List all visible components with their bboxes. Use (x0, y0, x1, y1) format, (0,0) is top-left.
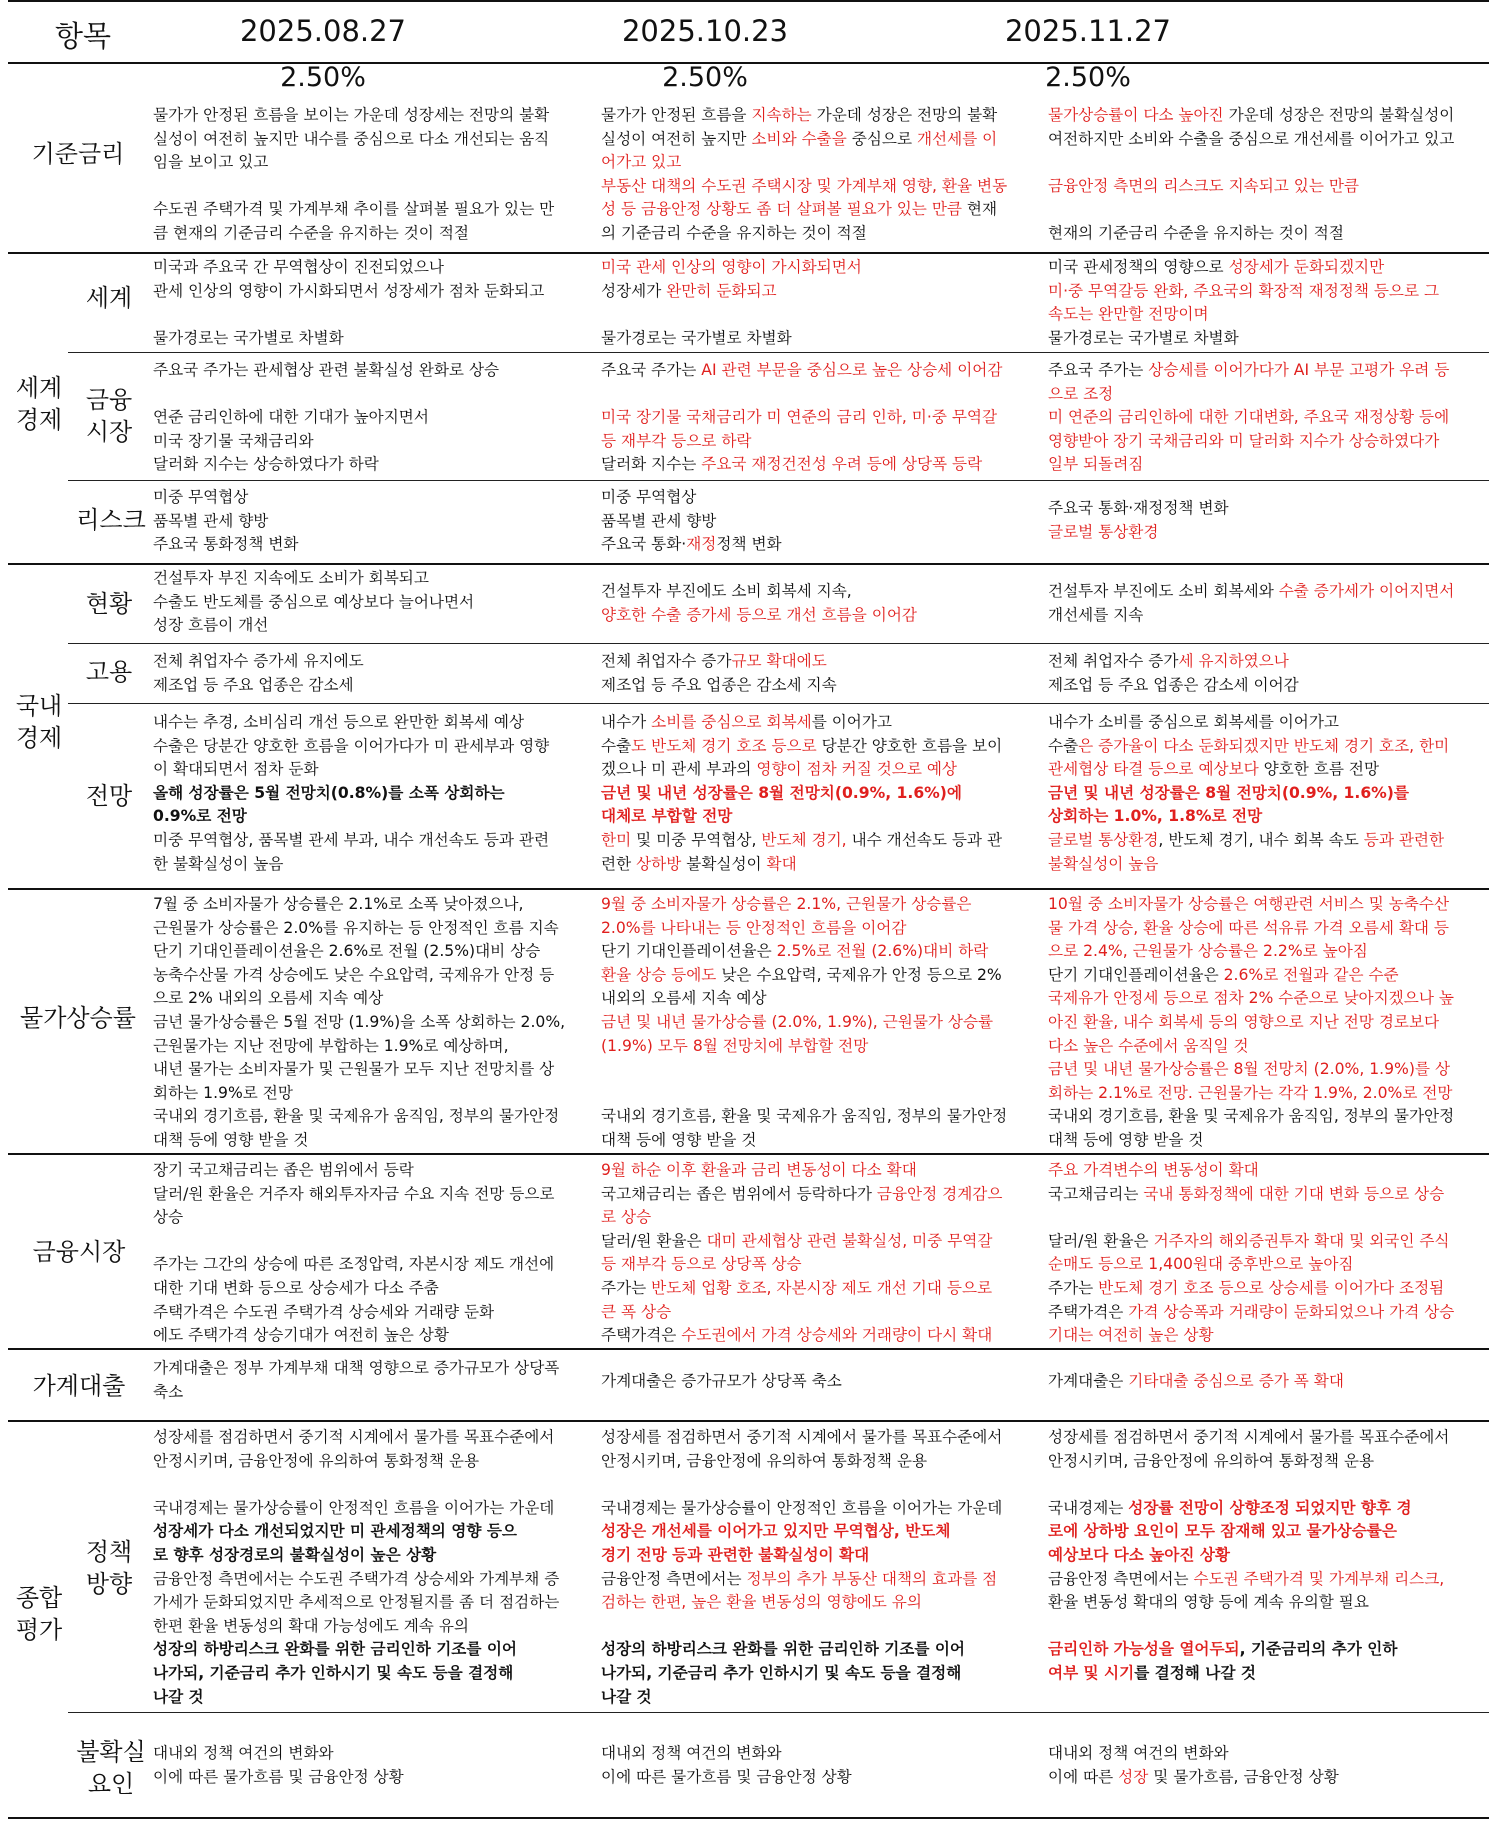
cell-inflation-1023 (601, 893, 1046, 1153)
cell-text-segment: 건설투자 부진 지속에도 소비가 회복되고 수출도 반도체를 중심으로 예상보다 늘어나면서 성장 흐름이 개선 (153, 569, 475, 635)
row-divider (68, 703, 1489, 704)
cell-text-segment: 단기 기대인플레이션율은 (1048, 965, 1219, 984)
cell-base-rate-1023 (601, 104, 1046, 246)
cell-text-segment: 성장세가 다소 개선되었지만 미 관세정책의 영향 등으 로 향후 성장경로의 불확실성이 높은 상황 (153, 1522, 517, 1564)
cell-text-segment: 성장세가 둔화되겠지만 미·중 무역갈등 완화, 주요국의 확장적 재정정책 등으로 그 속도는 완만할 전망이며 (1048, 258, 1440, 324)
cell-text-segment: 가계대출은 (1048, 1372, 1129, 1390)
cell-text-segment: 당분간 양호한 흐름을 보이 겠으나 미 관세 부과의 (601, 736, 1003, 779)
cell-text-segment: 대내외 정책 여건의 변화와 이에 따른 (1048, 1744, 1229, 1786)
cell-policy-1127 (1048, 1426, 1493, 1686)
cell-text-segment: 거주자의 해외증권투자 확대 및 외국인 주식 순매도 등으로 1,400원대 중후반으로 높아짐 (1048, 1231, 1450, 1274)
cell-text-segment: 미중 무역협상 품목별 관세 향방 주요국 통화정책 변화 (153, 488, 299, 554)
cell-text-segment: 2.6%로 전월과 같은 수준 국제유가 안정세 등으로 점차 2% 수준으로 낮아지겠으나 높 아진 환율, 내수 회복세 등의 영향으로 지난 전망 경로보다 다소 높은 수준에서 움직일 것 금년 및 내년 물가상승률은 8월 전망치 (2.0%, 1.9%)를 상 회하는 2.1%로 전망. 근원물가는 각각 1.9%, 2.0%로 전망 (1048, 965, 1454, 1102)
cell-text-segment: 주가는 (1048, 1278, 1094, 1297)
cell-employment-0827 (153, 650, 598, 697)
cell-text-segment: 물가상승률이 다소 높아진 (1048, 106, 1224, 124)
cell-policy-1023 (601, 1426, 1046, 1709)
cell-text-segment: 규모 확대에도 (731, 652, 827, 670)
cell-text-segment: 주가는 (601, 1278, 647, 1297)
cell-policy-0827 (153, 1426, 598, 1709)
cell-text-segment: 성장세를 점검하면서 중기적 시계에서 물가를 목표수준에서 안정시키며, 금융안정에 유의하여 통화정책 운용 국내경제는 물가상승률이 안정적인 흐름을 이어가는 가운데 (601, 1428, 1003, 1517)
cell-status-1023 (601, 580, 1046, 627)
cell-text-segment: 금년 및 내년 성장률은 8월 전망치(0.9%, 1.6%)를 상회하는 1.0%, 1.8%로 전망 (1048, 783, 1409, 826)
cell-text-segment: 국내외 경기흐름, 환율 및 국제유가 움직임, 정부의 물가안정 대책 등에 영향 받을 것 (1048, 1107, 1455, 1149)
cell-text-segment: 주요국 주가는 (601, 361, 702, 379)
cell-text-segment: 반도체 경기 호조 등으로 상승세를 이어가다 조정됨 (1098, 1278, 1445, 1297)
cell-text-segment: 미국 관세 인상의 영향이 가시화되면서 (601, 258, 862, 276)
cell-text-segment: 를 결정해 나갈 것 (1134, 1663, 1256, 1682)
cell-text-segment: 물가경로는 국가별로 차별화 (601, 328, 792, 347)
cell-outlook-0827 (153, 711, 598, 876)
cell-text-segment: 확대 (766, 854, 797, 873)
cell-text-segment: 소비와 수출을 (751, 129, 847, 148)
cell-text-segment: 소비를 중심으로 회복세 (651, 713, 812, 731)
cell-text-segment: 수도권 주택가격 및 가계부채 리스크, (1193, 1569, 1445, 1588)
rate-value-3: 2.50% (1045, 62, 1131, 93)
cell-text-segment: 가격 상승폭과 거래량이 둔화되었으나 가격 상승 기대는 여전히 높은 상황 (1048, 1302, 1455, 1345)
label-risk: 리스크 (76, 506, 146, 534)
cell-fin-market-world-1127 (1048, 359, 1493, 477)
cell-text-segment: 내수가 (601, 713, 652, 731)
cell-outlook-1127 (1048, 711, 1493, 876)
table-header (8, 0, 1489, 64)
cell-text-segment: 장기 국고채금리는 좁은 범위에서 등락 달러/원 환율은 거주자 해외투자자금 수요 지속 전망 등으로 상승 주가는 그간의 상승에 따른 조정압력, 자본시장 제도 개선에 대한 기대 변화 등으로 상승세가 다소 주춤 주택가격은 수도권 주택가격 상승세와 거래량 둔화 에도 주택가격 상승기대가 여전히 높은 상황 (153, 1161, 555, 1345)
cell-text-segment: 미국 장기물 국채금리가 미 연준의 금리 인하, 미·중 무역갈 등 재부각 등으로 하락 (601, 408, 998, 450)
cell-text-segment: 성장세가 (601, 281, 662, 300)
cell-text-segment: 금리인하 가능성을 열어두되 (1048, 1640, 1240, 1659)
cell-text-segment: 물가가 안정된 흐름을 보이는 가운데 성장세는 전망의 불확 실성이 여전히 높지만 내수를 중심으로 다소 개선되는 움직 임을 보이고 있고 수도권 주택가격 및 가계부채 추이를 살펴볼 필요가 있는 만 큼 현재의 기준금리 수준을 유지하는 것이 적절 (153, 106, 555, 242)
cell-text-segment: , 기준금리의 추가 인하 (1239, 1640, 1398, 1659)
cell-text-segment: 미국과 주요국 간 무역협상이 진전되었으나 관세 인상의 영향이 가시화되면서 성장세가 점차 둔화되고 물가경로는 국가별로 차별화 (153, 258, 545, 347)
cell-inflation-0827 (153, 893, 598, 1153)
cell-text-segment: 성장세를 점검하면서 중기적 시계에서 물가를 목표수준에서 안정시키며, 금융안정에 유의하여 통화정책 운용 국내경제는 물가상승률이 안정적인 흐름을 이어가는 가운데 (153, 1428, 555, 1517)
cell-text-segment: 건설투자 부진에도 소비 회복세 지속, (601, 582, 852, 600)
cell-text-segment: 7월 중 소비자물가 상승률은 2.1%로 소폭 낮아졌으나, 근원물가 상승률은 2.0%를 유지하는 등 안정적인 흐름 지속 단기 기대인플레이션율은 2.6%로 전월 (2.5%)대비 상승 농축수산물 가격 상승에도 낮은 수요압력, 국제유가 안정 등 으로 2% 내외의 오름세 지속 예상 금년 물가상승률은 5월 전망 (1.9%)을 소폭 상회하는 2.0%, 근원물가는 지난 전망에 부합하는 1.9%로 예상하며, 내년 물가는 소비자물가 및 근원물가 모두 지난 전망치를 상 회하는 1.9%로 전망 국내외 경기흐름, 환율 및 국제유가 움직임, 정부의 물가안정 대책 등에 영향 받을 것 (153, 895, 566, 1149)
cell-text-segment: 수출 증가세가 이어지면서 (1278, 582, 1455, 600)
cell-text-segment: 주택가격은 (1048, 1302, 1124, 1321)
cell-status-0827 (153, 567, 598, 638)
cell-fin-market-0827 (153, 1159, 598, 1348)
cell-text-segment: 건설투자 부진에도 소비 회복세와 (1048, 582, 1279, 600)
cell-text-segment: 국내외 경기흐름, 환율 및 국제유가 움직임, 정부의 물가안정 대책 등에 영향 받을 것 (601, 1107, 1008, 1149)
cell-text-segment: 대내외 정책 여건의 변화와 이에 따른 물가흐름 및 금융안정 상황 (153, 1744, 404, 1786)
cell-risk-1127 (1048, 497, 1493, 544)
cell-uncertainty-1023 (601, 1742, 1046, 1789)
cell-text-segment: 낮은 수요압력, 국제유가 안정 등으로 2% 내외의 오름세 지속 예상 (601, 965, 1002, 1008)
cell-text-segment: 가운데 성장은 전망의 불확실성이 여전하지만 소비와 수출을 중심으로 개선세를 이어가고 있고 (1048, 106, 1455, 148)
cell-text-segment: 및 미중 무역협상, (631, 830, 762, 849)
cell-text-segment: 성장률 전망이 상향조정 되었지만 향후 경 로에 상하방 요인이 모두 잠재해 있고 물가상승률은 예상보다 다소 높아진 상황 (1048, 1498, 1412, 1564)
cell-text-segment: 금융안정 측면에서는 (601, 1569, 742, 1588)
row-divider (68, 1712, 1489, 1713)
row-divider (8, 888, 1489, 890)
cell-text-segment: 대내외 정책 여건의 변화와 이에 따른 물가흐름 및 금융안정 상황 (601, 1744, 852, 1786)
cell-text-segment: 달러화 지수는 (601, 455, 697, 474)
row-divider (8, 1817, 1489, 1819)
cell-text-segment: 제조업 등 주요 업종은 감소세 이어감 (1048, 675, 1299, 694)
cell-text-segment: 양호한 수출 증가세 등으로 개선 흐름을 이어감 (601, 605, 917, 624)
cell-text-segment: 가계대출은 증가규모가 상당폭 축소 (601, 1372, 842, 1390)
label-policy: 정책 방향 (85, 1538, 133, 1598)
row-divider (68, 352, 1489, 353)
cell-text-segment: 반도체 업황 호조, 자본시장 제도 개선 기대 등으로 큰 폭 상승 (601, 1278, 993, 1321)
cell-text-segment: 및 물가흐름, 금융안정 상황 (1148, 1767, 1339, 1786)
cell-employment-1127 (1048, 650, 1493, 697)
cell-text-segment: 도 반도체 경기 호조 등으로 (631, 736, 817, 755)
cell-text-segment: 달러/원 환율은 (1048, 1231, 1149, 1250)
cell-text-segment: 현재 의 기준금리 수준을 유지하는 것이 적절 (601, 200, 998, 242)
row-divider (68, 643, 1489, 644)
cell-text-segment: 전체 취업자수 증가 (601, 652, 732, 670)
label-world: 세계 (85, 284, 133, 312)
cell-text-segment: 세 유지하였으나 (1178, 652, 1289, 670)
cell-text-segment: 성장세를 점검하면서 중기적 시계에서 물가를 목표수준에서 안정시키며, 금융안정에 유의하여 통화정책 운용 국내경제는 (1048, 1428, 1450, 1517)
cell-text-segment: 가운데 성장은 전망의 불확 실성이 여전히 높지만 (601, 106, 998, 148)
header-date-3: 2025.11.27 (1004, 14, 1172, 48)
cell-text-segment: 대미 관세협상 관련 불확실성, 미중 무역갈 등 재부각 등으로 상당폭 상승 (601, 1231, 993, 1274)
cell-text-segment: 주요 가격변수의 변동성이 확대 (1048, 1161, 1259, 1179)
cell-text-segment: 내수는 추경, 소비심리 개선 등으로 완만한 회복세 예상 수출은 당분간 양호한 흐름을 이어가다가 미 관세부과 영향 이 확대되면서 점차 둔화 (153, 713, 550, 779)
cell-text-segment: 올해 성장률은 5월 전망치(0.8%)를 소폭 상회하는 0.9%로 전망 (153, 783, 505, 826)
cell-text-segment: 완만히 둔화되고 (666, 281, 777, 300)
cell-text-segment: 금융안정 측면의 리스크도 지속되고 있는 만큼 (1048, 176, 1359, 195)
cell-text-segment: 를 이어가고 수출 (601, 713, 892, 755)
row-divider (8, 1348, 1489, 1350)
cell-text-segment: 주요국 주가는 (1048, 361, 1149, 379)
cell-text-segment: 금융안정 경계감으 로 상승 (601, 1184, 1003, 1227)
cell-text-segment: 물가가 안정된 흐름을 (601, 106, 752, 124)
cell-text-segment: 은 증가율이 다소 둔화되겠지만 반도체 경기 호조, 한미 관세협상 타결 등으로 예상보다 (1048, 736, 1450, 779)
label-uncertainty: 불확실 요인 (76, 1738, 146, 1798)
cell-text-segment: 9월 중 소비자물가 상승률은 2.1%, 근원물가 상승률은 2.0%를 나타내는 등 안정적인 흐름을 이어감 (601, 895, 972, 937)
cell-text-segment: 정부의 추가 부동산 대책의 효과를 점 검하는 한편, 높은 환율 변동성의 영향에도 유의 (601, 1569, 998, 1612)
cell-text-segment: 전체 취업자수 증가세 유지에도 제조업 등 주요 업종은 감소세 (153, 652, 364, 694)
cell-text-segment: 미중 무역협상 품목별 관세 향방 주요국 통화· (601, 488, 717, 554)
cell-text-segment: 전체 취업자수 증가 (1048, 652, 1179, 670)
cell-text-segment: 국고채금리는 좁은 범위에서 등락하다가 (601, 1184, 872, 1203)
cell-text-segment: 금년 및 내년 성장률은 8월 전망치(0.9%, 1.6%)에 대체로 부합할 전망 (601, 783, 962, 826)
cell-text-segment: 성장의 하방리스크 완화를 위한 금리인하 기조를 이어 나가되, 기준금리 추가 인하시기 및 속도 등을 결정해 나갈 것 (601, 1640, 965, 1706)
row-divider (8, 252, 1489, 254)
cell-text-segment: 성장 (1118, 1767, 1149, 1786)
cell-text-segment: 기타대출 중심으로 증가 폭 확대 (1128, 1372, 1344, 1390)
cell-household-loan-1127 (1048, 1370, 1493, 1394)
cell-world-1127 (1048, 256, 1493, 350)
cell-text-segment: 등과 관련한 불확실성이 높음 (1048, 830, 1445, 873)
cell-text-segment: 주요국 주가는 관세협상 관련 불확실성 완화로 상승 연준 금리인하에 대한 기대가 높아지면서 미국 장기물 국채금리와 달러화 지수는 상승하였다가 하락 (153, 361, 500, 474)
label-domestic: 국내 경제 (15, 692, 63, 752)
row-divider (8, 1420, 1489, 1422)
cell-text-segment: 불확실성이 (681, 854, 767, 873)
label-inflation: 물가상승률 (20, 1004, 136, 1032)
cell-inflation-1127 (1048, 893, 1493, 1153)
cell-text-segment: 상하방 (636, 854, 682, 873)
cell-household-loan-0827 (153, 1357, 598, 1404)
cell-household-loan-1023 (601, 1370, 1046, 1394)
cell-text-segment: 주요국 통화·재정정책 변화 (1048, 499, 1229, 517)
cell-text-segment: 국고채금리는 (1048, 1184, 1139, 1203)
label-overall: 종합 평가 (15, 1584, 63, 1644)
header-item: 항목 (54, 19, 112, 53)
cell-text-segment: 2.5%로 전월 (2.6%)대비 하락 환율 상승 등에도 (601, 942, 989, 984)
cell-employment-1023 (601, 650, 1046, 697)
cell-text-segment: 재정 (686, 535, 717, 554)
row-divider (68, 480, 1489, 481)
cell-text-segment: 내수가 소비를 중심으로 회복세를 이어가고 수출 (1048, 713, 1339, 755)
cell-text-segment: 제조업 등 주요 업종은 감소세 지속 (601, 675, 837, 694)
cell-text-segment: 정책 변화 (716, 535, 782, 554)
cell-text-segment: 달러/원 환율은 (601, 1231, 702, 1250)
label-fin-market: 금융시장 (32, 1238, 126, 1266)
cell-text-segment: 중심으로 (846, 129, 917, 148)
cell-text-segment: 지속하는 (751, 106, 812, 124)
header-date-1: 2025.08.27 (239, 14, 407, 48)
label-world-economy: 세계 경제 (15, 374, 63, 434)
cell-risk-1023 (601, 486, 1046, 557)
label-status: 현황 (85, 590, 133, 618)
cell-text-segment: 개선세를 지속 (1048, 605, 1144, 624)
cell-text-segment: , 반도체 경기, 내수 회복 속도 (1158, 830, 1364, 849)
cell-text-segment: 현재의 기준금리 수준을 유지하는 것이 적절 (1048, 223, 1344, 242)
cell-text-segment: 여부 및 시기 (1048, 1663, 1135, 1682)
cell-text-segment: 상승세를 이어가다가 AI 부문 고평가 우려 등 으로 조정 미 연준의 금리인하에 대한 기대변화, 주요국 재정상황 등에 영향받아 장기 국채금리와 미 달러화 지수가 상승하였다가 일부 되돌려짐 (1048, 361, 1450, 474)
cell-text-segment: 가계대출은 정부 가계부채 대책 영향으로 증가규모가 상당폭 축소 (153, 1359, 560, 1401)
cell-text-segment: 성장은 개선세를 이어가고 있지만 무역협상, 반도체 경기 전망 등과 관련한 불확실성이 확대 (601, 1522, 951, 1564)
cell-text-segment: 환율 변동성 확대의 영향 등에 계속 유의할 필요 (1048, 1593, 1369, 1612)
cell-text-segment: 글로벌 통상환경 (1048, 830, 1159, 849)
cell-world-1023 (601, 256, 1046, 350)
cell-base-rate-1127 (1048, 104, 1493, 246)
row-divider (8, 1153, 1489, 1155)
cell-text-segment: 양호한 흐름 전망 (1263, 760, 1380, 779)
cell-text-segment: 금융안정 측면에서는 수도권 주택가격 상승세와 가계부채 증 가세가 둔화되었지만 추세적으로 안정될지를 좀 더 점검하는 한편 환율 변동성의 확대 가능성에도 계속 유의 (153, 1569, 560, 1635)
cell-uncertainty-1127 (1048, 1742, 1493, 1789)
cell-text-segment: 10월 중 소비자물가 상승률은 여행관련 서비스 및 농축수산 물 가격 상승, 환율 상승에 따른 석유류 가격 오름세 확대 등 으로 2.4%, 근원물가 상승률은 2.2%로 높아짐 (1048, 895, 1450, 961)
label-employment: 고용 (85, 658, 133, 686)
cell-text-segment: 물가경로는 국가별로 차별화 (1048, 328, 1239, 347)
cell-uncertainty-0827 (153, 1742, 598, 1789)
label-household-loan: 가계대출 (32, 1372, 126, 1400)
cell-text-segment: 영향이 점차 커질 것으로 예상 (756, 760, 957, 779)
cell-text-segment: 한미 (601, 830, 632, 849)
cell-text-segment: 미국 관세정책의 영향으로 (1048, 258, 1229, 276)
cell-text-segment: 국내 통화정책에 대한 기대 변화 등으로 상승 (1143, 1184, 1445, 1203)
cell-text-segment: 성장의 하방리스크 완화를 위한 금리인하 기조를 이어 나가되, 기준금리 추가 인하시기 및 속도 등을 결정해 나갈 것 (153, 1640, 517, 1706)
cell-fin-market-1023 (601, 1159, 1046, 1348)
label-outlook: 전망 (85, 782, 133, 810)
cell-text-segment: 개선세를 이 어가고 있고 부동산 대책의 수도권 주택시장 및 가계부채 영향, 환율 변동 성 등 금융안정 상황도 좀 더 살펴볼 필요가 있는 만큼 (601, 129, 1008, 219)
row-divider (8, 563, 1489, 565)
cell-text-segment: 주택가격은 (601, 1326, 677, 1345)
cell-text-segment: 금년 및 내년 물가상승률 (2.0%, 1.9%), 근원물가 상승률 (1.9%) 모두 8월 전망치에 부합할 전망 (601, 1012, 994, 1055)
cell-world-0827 (153, 256, 598, 350)
cell-text-segment: 주요국 재정건전성 우려 등에 상당폭 등락 (701, 455, 983, 474)
cell-text-segment: 반도체 경기, (761, 830, 847, 849)
cell-status-1127 (1048, 580, 1493, 627)
cell-outlook-1023 (601, 711, 1046, 876)
label-fin-market-world: 금융 시장 (85, 386, 133, 446)
cell-fin-market-1127 (1048, 1159, 1493, 1348)
cell-base-rate-0827 (153, 104, 598, 246)
cell-text-segment: 수도권에서 가격 상승세와 거래량이 다시 확대 (681, 1326, 993, 1345)
cell-text-segment: 금융안정 측면에서는 (1048, 1569, 1189, 1588)
cell-text-segment: 미중 무역협상, 품목별 관세 부과, 내수 개선속도 등과 관련 한 불확실성이 높음 (153, 830, 550, 873)
cell-text-segment: 9월 하순 이후 환율과 금리 변동성이 다소 확대 (601, 1161, 917, 1179)
header-date-2: 2025.10.23 (621, 14, 789, 48)
cell-text-segment: 내수 개선속도 등과 관 련한 (601, 830, 1003, 873)
cell-fin-market-world-0827 (153, 359, 598, 477)
rate-value-2: 2.50% (662, 62, 748, 93)
cell-text-segment: 단기 기대인플레이션율은 (601, 942, 772, 961)
label-base-rate: 기준금리 (31, 140, 125, 168)
cell-text-segment: AI 관련 부문을 중심으로 높은 상승세 이어감 (701, 361, 1003, 379)
cell-risk-0827 (153, 486, 598, 557)
cell-fin-market-world-1023 (601, 359, 1046, 477)
rate-value-1: 2.50% (280, 62, 366, 93)
cell-text-segment: 글로벌 통상환경 (1048, 522, 1159, 541)
